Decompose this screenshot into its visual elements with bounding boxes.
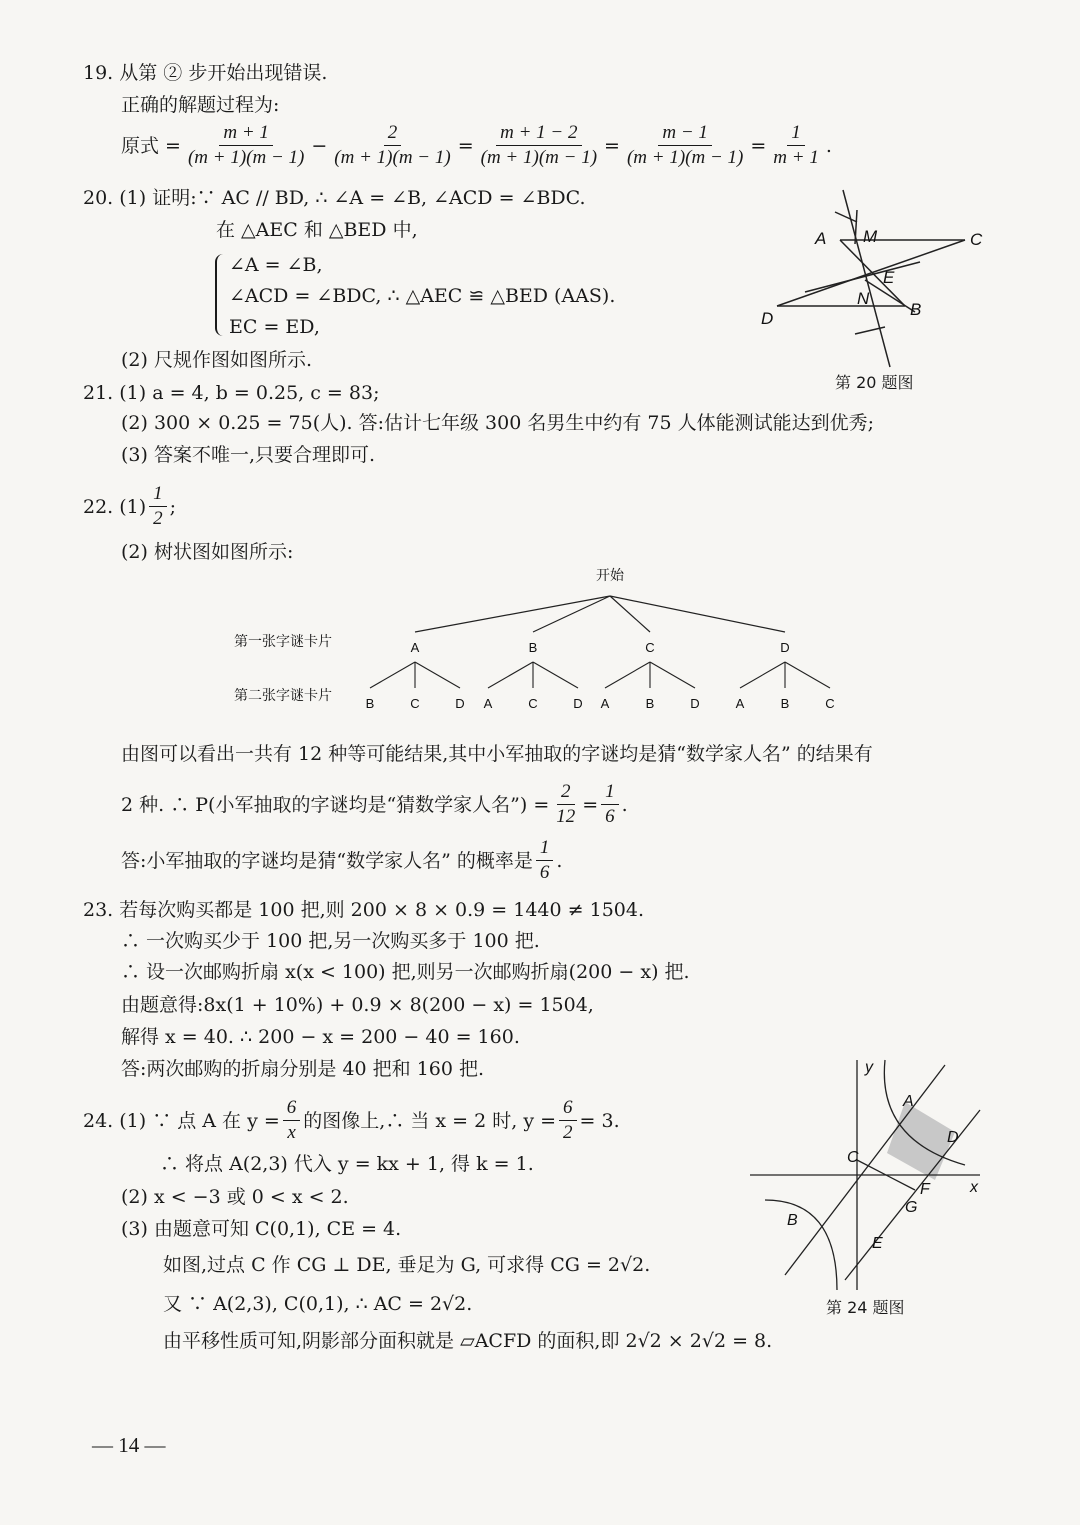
q23-line6: 答:两次邮购的折扇分别是 40 把和 160 把. (121, 1058, 485, 1080)
fraction-numerator: 1 (787, 123, 805, 146)
tree-level1-label: 第一张字谜卡片 (234, 633, 332, 649)
q20-case3: EC = ED, (229, 316, 320, 338)
q19-op: − (311, 134, 328, 157)
fraction-denominator: (m + 1)(m − 1) (187, 147, 305, 168)
q19-eq: = (750, 134, 767, 157)
q24-lead: 24. (1) ∵ 点 A 在 y = (83, 1109, 280, 1132)
q24-line1 (83, 1098, 620, 1143)
hyperbola-lower-branch (765, 1200, 837, 1290)
fraction-numerator: m + 1 (219, 123, 273, 146)
page-number: — 14 — (92, 1433, 166, 1457)
fraction-denominator: 6 (539, 862, 550, 883)
fraction-numerator: 1 (536, 838, 554, 861)
point-label-m: M (863, 227, 878, 246)
q20-line3: (2) 尺规作图如图所示. (121, 349, 312, 371)
fraction-numerator: 2 (384, 123, 402, 146)
construction-line (805, 262, 920, 292)
q19-fraction-1 (184, 123, 308, 168)
q22-tree-diagram (230, 560, 870, 720)
q23-line1: 23. 若每次购买都是 100 把,则 200 × 8 × 0.9 = 1440 ≠ 1504. (83, 899, 644, 921)
fraction-denominator: m + 1 (773, 147, 819, 168)
q22-end: . (621, 793, 628, 816)
point-label-g: G (905, 1199, 918, 1216)
tree-level2-node: A (600, 696, 610, 711)
q19-fraction-3 (477, 123, 601, 168)
fraction-numerator: 1 (149, 484, 167, 507)
q22-line2: (2) 树状图如图所示: (121, 541, 294, 563)
fraction-denominator: (m + 1)(m − 1) (626, 147, 744, 168)
tree-level2-node: B (645, 696, 655, 711)
q23-line2: ∴ 一次购买少于 100 把,另一次购买多于 100 把. (121, 930, 540, 952)
tree-branch (370, 662, 415, 688)
tree-level1-node: D (780, 640, 790, 655)
q21-line1: 21. (1) a = 4, b = 0.25, c = 83; (83, 382, 380, 404)
q22-fraction-4 (536, 838, 554, 883)
tree-level2-node: A (735, 696, 745, 711)
q19-line2: 正确的解题过程为: (121, 94, 280, 116)
q22-fraction-2 (552, 782, 579, 827)
tree-level2-node: B (780, 696, 790, 711)
tree-level2-node: D (455, 696, 465, 711)
q21-line2: (2) 300 × 0.25 = 75(人). 答:估计七年级 300 名男生中约有 75 人体能测试能达到优秀; (121, 412, 875, 434)
q19-eq: = (604, 134, 620, 157)
q24-tail: = 3. (579, 1109, 620, 1132)
point-label-n: N (857, 289, 870, 308)
fraction-numerator: m + 1 − 2 (496, 123, 581, 146)
q19-end: . (825, 134, 832, 157)
point-label-c: C (970, 230, 983, 249)
q24-line5: 如图,过点 C 作 CG ⊥ DE, 垂足为 G, 可求得 CG = 2√2. (163, 1254, 651, 1276)
q24-fraction-1 (283, 1098, 301, 1143)
point-label-b: B (910, 300, 922, 319)
tree-branch (650, 662, 695, 688)
q22-lead: 22. (1) (83, 495, 147, 518)
construction-arc (835, 212, 857, 222)
tree-level2-node: D (573, 696, 583, 711)
fraction-numerator: m − 1 (658, 123, 712, 146)
tree-branch (488, 662, 533, 688)
q20-case2: ∠ACD = ∠BDC, ∴ △AEC ≌ △BED (AAS). (229, 285, 616, 307)
q21-line3: (3) 答案不唯一,只要合理即可. (121, 444, 376, 466)
tree-branch (610, 596, 785, 632)
tree-level2-node: C (410, 696, 420, 711)
fraction-denominator: x (287, 1122, 296, 1143)
tree-branch (533, 596, 610, 632)
q20-brace (215, 254, 227, 336)
q19-fraction-2 (330, 123, 454, 168)
q24-line3: (2) x < −3 或 0 < x < 2. (121, 1186, 349, 1208)
fraction-denominator: 2 (153, 508, 163, 529)
q20-case1: ∠A = ∠B, (229, 254, 323, 276)
tree-branch (533, 662, 578, 688)
q19-fraction-4 (623, 123, 747, 168)
tree-level2-node: B (365, 696, 375, 711)
q22-semicolon: ; (169, 495, 177, 518)
fraction-numerator: 1 (601, 782, 619, 805)
q24-figure (745, 1050, 990, 1295)
tree-level2-node: D (690, 696, 700, 711)
tree-branch (740, 662, 785, 688)
tree-branch (785, 662, 830, 688)
point-label-a: A (903, 1093, 914, 1110)
q22-text2 (121, 782, 628, 827)
axis-label-y: y (865, 1059, 873, 1076)
fraction-denominator: 6 (605, 806, 615, 827)
tree-level2-node: A (483, 696, 493, 711)
q19-expression (121, 123, 832, 168)
q20-line1: 20. (1) 证明:∵ AC // BD, ∴ ∠A = ∠B, ∠ACD = ∠BDC. (83, 187, 586, 209)
q24-line6: 又 ∵ A(2,3), C(0,1), ∴ AC = 2√2. (163, 1293, 473, 1315)
q24-line2: ∴ 将点 A(2,3) 代入 y = kx + 1, 得 k = 1. (160, 1153, 534, 1175)
q22-line1 (83, 484, 176, 529)
point-label-a: A (815, 229, 827, 248)
point-label-e: E (872, 1235, 883, 1252)
q22-eq: = (582, 793, 599, 816)
tree-root: 开始 (596, 567, 624, 583)
point-label-e: E (883, 268, 895, 287)
axis-label-x: x (970, 1179, 978, 1196)
tree-level2-label: 第二张字谜卡片 (234, 687, 332, 703)
tree-branch (415, 662, 460, 688)
q22-answer-end: . (556, 849, 563, 872)
tree-level1-node: B (528, 640, 538, 655)
tree-level1-node: A (410, 640, 420, 655)
q20-figure (755, 182, 995, 372)
q23-line3: ∴ 设一次邮购折扇 x(x < 100) 把,则另一次邮购折扇(200 − x) 把. (121, 961, 690, 983)
q19-fraction-5 (769, 123, 823, 168)
q22-fraction-3 (601, 782, 619, 827)
tree-branch (610, 596, 650, 632)
q19-expr-lead: 原式 = (121, 134, 181, 157)
fraction-denominator: (m + 1)(m − 1) (480, 147, 598, 168)
q20-figure-caption: 第 20 题图 (835, 373, 914, 392)
point-label-c: C (847, 1149, 859, 1166)
q20-line2: 在 △AEC 和 △BED 中, (216, 219, 418, 241)
point-label-d: D (761, 309, 774, 328)
tree-level2-node: C (825, 696, 835, 711)
point-label-b: B (787, 1212, 798, 1229)
q22-answer-lead: 答:小军抽取的字谜均是猜“数学家人名” 的概率是 (121, 849, 533, 872)
q22-answer (121, 838, 562, 883)
tree-branch (415, 596, 610, 632)
q24-fraction-2 (559, 1098, 577, 1143)
q19-eq: = (457, 134, 474, 157)
q23-line4: 由题意得:8x(1 + 10%) + 0.9 × 8(200 − x) = 1504, (121, 994, 594, 1016)
tree-level2-node: C (528, 696, 538, 711)
q24-mid: 的图像上,∴ 当 x = 2 时, y = (303, 1109, 557, 1132)
fraction-numerator: 6 (559, 1098, 577, 1121)
q24-line7: 由平移性质可知,阴影部分面积就是 ▱ACFD 的面积,即 2√2 × 2√2 = 8. (163, 1330, 773, 1352)
q22-text2-lead: 2 种. ∴ P(小军抽取的字谜均是“猜数学家人名”) = (121, 793, 550, 816)
point-label-f: F (920, 1181, 930, 1198)
fraction-denominator: 12 (556, 806, 576, 827)
q24-figure-caption: 第 24 题图 (826, 1298, 905, 1317)
q22-text1: 由图可以看出一共有 12 种等可能结果,其中小军抽取的字谜均是猜“数学家人名” 的结果有 (121, 743, 873, 765)
fraction-denominator: 2 (563, 1122, 573, 1143)
fraction-denominator: (m + 1)(m − 1) (334, 147, 451, 168)
q22-fraction-1 (149, 484, 167, 529)
q23-line5: 解得 x = 40. ∴ 200 − x = 200 − 40 = 160. (121, 1026, 520, 1048)
point-label-d: D (947, 1129, 959, 1146)
tree-level1-node: C (645, 640, 655, 655)
q24-line4: (3) 由题意可知 C(0,1), CE = 4. (121, 1218, 402, 1240)
q19-line1: 19. 从第 ② 步开始出现错误. (83, 62, 328, 84)
shaded-parallelogram (887, 1102, 955, 1180)
fraction-numerator: 2 (557, 782, 575, 805)
fraction-numerator: 6 (283, 1098, 301, 1121)
tree-branch (605, 662, 650, 688)
